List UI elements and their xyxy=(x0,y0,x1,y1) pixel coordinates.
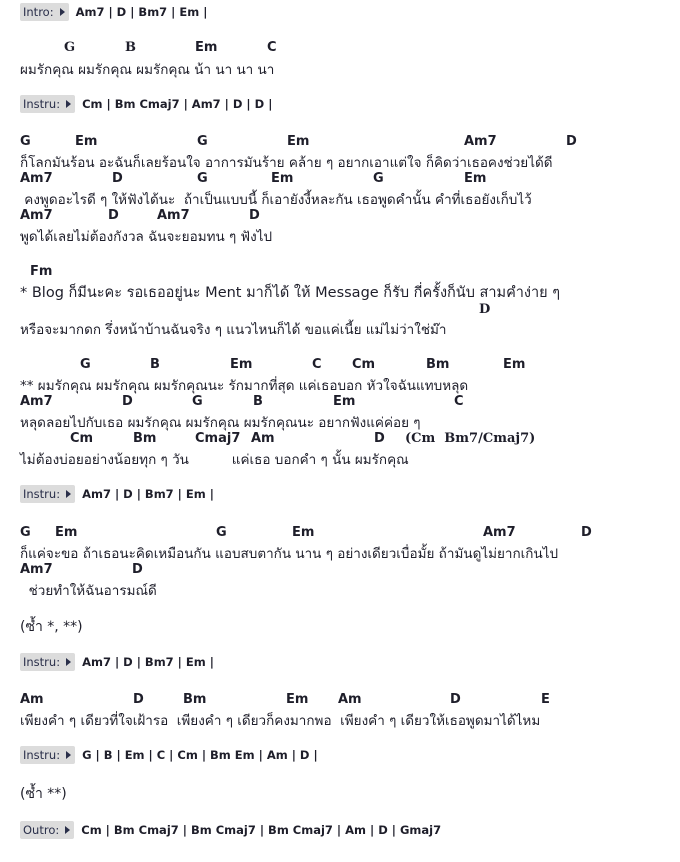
intro-section xyxy=(20,2,207,22)
chord: G xyxy=(64,40,76,55)
instru-chords: Am7 | D | Bm7 | Em | xyxy=(82,487,214,501)
repeat-note: (ซ้ำ **) xyxy=(20,786,67,802)
chord: Am7 xyxy=(157,208,190,223)
chord-line xyxy=(20,692,670,710)
lyric-line: พูดได้เลยไม่ต้องกังวล ฉันจะยอมทน ๆ ฟังไป xyxy=(20,229,273,245)
lyric-line: ** ผมรักคุณ ผมรักคุณ ผมรักคุณนะ รักมากที่สุด แค่เธอบอก หัวใจฉันแทบหลุด xyxy=(20,378,469,394)
chord: (Cm Bm7/Cmaj7) xyxy=(405,431,536,446)
chord-line xyxy=(20,562,670,580)
chord: D xyxy=(249,208,260,223)
chord: B xyxy=(125,40,136,55)
play-triangle-icon xyxy=(66,751,71,759)
outro-badge xyxy=(20,821,74,839)
chord: Em xyxy=(195,40,218,55)
chord: Em xyxy=(75,134,98,149)
chord-line xyxy=(20,264,670,282)
chord: Bm xyxy=(183,692,207,707)
chord: Am7 xyxy=(20,171,53,186)
chord: G xyxy=(20,134,31,149)
lyric-line: ผมรักคุณ ผมรักคุณ ผมรักคุณ น้า นา นา นา xyxy=(20,62,275,78)
chord: Am xyxy=(20,692,44,707)
repeat-note: (ซ้ำ *, **) xyxy=(20,619,83,635)
chord: G xyxy=(216,525,227,540)
instru-label: Instru: xyxy=(23,655,61,669)
chord: Am7 xyxy=(483,525,516,540)
instru-badge xyxy=(20,485,75,503)
chord: D xyxy=(374,431,385,446)
chord: Am7 xyxy=(464,134,497,149)
chord: Em xyxy=(292,525,315,540)
chord: Em xyxy=(287,134,310,149)
play-triangle-icon xyxy=(60,8,65,16)
chord: Em xyxy=(271,171,294,186)
lyric-line: ก็แค่จะขอ ถ้าเธอนะคิดเหมือนกัน แอบสบตากัน นาน ๆ อย่างเดียวเบื่อมั้ย ถ้ามันดูไม่ยากเกินไป xyxy=(20,546,559,562)
chord: D xyxy=(122,394,133,409)
lyric-line: ก็โลกมันร้อน อะฉันก็เลยร้อนใจ อาการมันร้าย คล้าย ๆ อยากเอาแต่ใจ ก็คิดว่าเธอคงช่วยได้ดี xyxy=(20,155,553,171)
chord-line xyxy=(20,134,670,152)
outro-label: Outro: xyxy=(23,823,60,837)
chord: Em xyxy=(464,171,487,186)
chord-line xyxy=(20,357,670,375)
chord: Am7 xyxy=(20,208,53,223)
outro-chords: Cm | Bm Cmaj7 | Bm Cmaj7 | Bm Cmaj7 | Am | D | Gmaj7 xyxy=(81,823,442,837)
chord: G xyxy=(80,357,91,372)
chord: Am7 xyxy=(20,562,53,577)
chord: C xyxy=(267,40,277,55)
chord: Em xyxy=(503,357,526,372)
lyric-line: หรือจะมากดก รึ่งหน้าบ้านฉันจริง ๆ แนวไหนก็ได้ ขอแค่เนี้ย แม่ไม่ว่าใช่ม๊า xyxy=(20,322,447,338)
instru-badge xyxy=(20,95,75,113)
instru-badge xyxy=(20,746,75,764)
chord: Bm xyxy=(133,431,157,446)
chord: Am xyxy=(251,431,275,446)
chord: C xyxy=(312,357,322,372)
lyric-line: * Blog ก็มีนะคะ รอเธออยู่นะ Ment มาก็ได้ ให้ Message ก็รับ กี่ครั้งก็นับ สามคำง่าย ๆ xyxy=(20,285,561,301)
instru-label: Instru: xyxy=(23,487,61,501)
instru-section xyxy=(20,484,214,504)
instru-section xyxy=(20,94,272,114)
chord: G xyxy=(197,134,208,149)
chord-line xyxy=(20,431,670,449)
intro-label: Intro: xyxy=(23,5,54,19)
instru-chords: G | B | Em | C | Cm | Bm Em | Am | D | xyxy=(82,748,318,762)
play-triangle-icon xyxy=(66,658,71,666)
chord: G xyxy=(20,525,31,540)
chord: Fm xyxy=(30,264,53,279)
chord: D xyxy=(581,525,592,540)
chord: C xyxy=(454,394,464,409)
chord: Cm xyxy=(70,431,94,446)
outro-section xyxy=(20,820,441,840)
instru-label: Instru: xyxy=(23,97,61,111)
chord: Em xyxy=(333,394,356,409)
lyric-line: ช่วยทำให้ฉันอารมณ์ดี xyxy=(20,583,157,599)
chord: D xyxy=(450,692,461,707)
lyric-line: เพียงคำ ๆ เดียวที่ใจเฝ้ารอ เพียงคำ ๆ เดียวก็คงมากพอ เพียงคำ ๆ เดียวให้เธอพูดมาได้ไหม xyxy=(20,713,541,729)
chord: Em xyxy=(286,692,309,707)
chord: D xyxy=(112,171,123,186)
intro-badge xyxy=(20,3,69,21)
chord: G xyxy=(197,171,208,186)
chord: B xyxy=(150,357,160,372)
play-triangle-icon xyxy=(66,100,71,108)
intro-chords: Am7 | D | Bm7 | Em | xyxy=(75,5,208,19)
chord: E xyxy=(541,692,550,707)
chord: Cmaj7 xyxy=(195,431,241,446)
instru-section xyxy=(20,652,214,672)
chord: Am7 xyxy=(20,394,53,409)
instru-badge xyxy=(20,653,75,671)
chord: D xyxy=(108,208,119,223)
instru-label: Instru: xyxy=(23,748,61,762)
chord: Em xyxy=(230,357,253,372)
chord: D xyxy=(132,562,143,577)
play-triangle-icon xyxy=(65,826,70,834)
chord: D xyxy=(133,692,144,707)
chord: G xyxy=(192,394,203,409)
play-triangle-icon xyxy=(66,490,71,498)
lyric-line: ไม่ต้องบ่อยอย่างน้อยทุก ๆ วัน แค่เธอ บอกคำ ๆ นั้น ผมรักคุณ xyxy=(20,452,409,468)
chord: Cm xyxy=(352,357,376,372)
chord: G xyxy=(373,171,384,186)
chord-line xyxy=(20,208,670,226)
chord-line xyxy=(20,171,670,189)
instru-chords: Cm | Bm Cmaj7 | Am7 | D | D | xyxy=(82,97,273,111)
chord: Am xyxy=(338,692,362,707)
lyric-line: คงพูดอะไรดี ๆ ให้ฟังได้นะ ถ้าเป็นแบบนี้ ก็เอายังงี้หละกัน เธอพูดคำนั้น คำที่เธอยังเก็บไว้ xyxy=(20,192,532,208)
chord: Em xyxy=(55,525,78,540)
chord: Bm xyxy=(426,357,450,372)
chord: D xyxy=(479,302,491,317)
chord-line xyxy=(20,394,670,412)
instru-chords: Am7 | D | Bm7 | Em | xyxy=(82,655,214,669)
chord-line xyxy=(20,525,670,543)
instru-section xyxy=(20,745,318,765)
lyric-line: หลุดลอยไปกับเธอ ผมรักคุณ ผมรักคุณ ผมรักคุณนะ อยากฟังแค่ค่อย ๆ xyxy=(20,415,421,431)
chord: D xyxy=(566,134,577,149)
chord-line xyxy=(20,40,670,58)
chord: B xyxy=(253,394,263,409)
